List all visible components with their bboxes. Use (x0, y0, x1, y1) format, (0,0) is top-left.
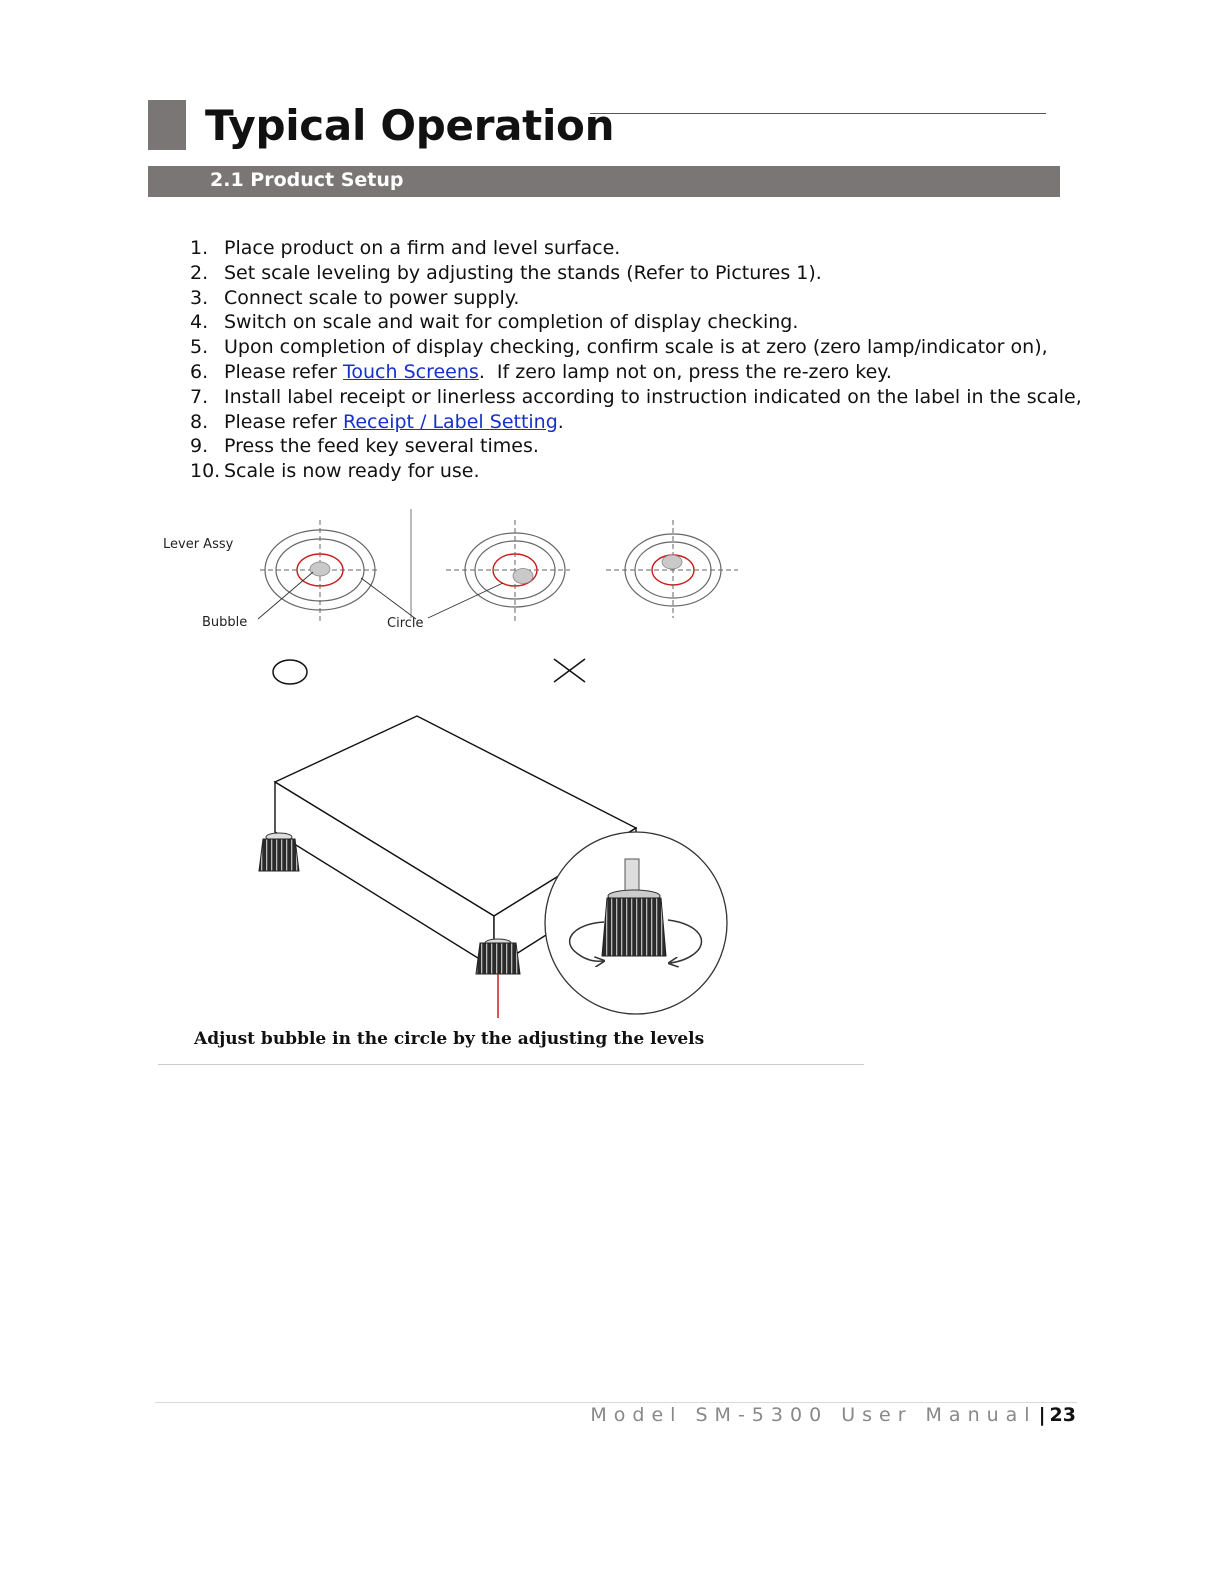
title-rule (590, 113, 1046, 114)
step-text-pre: Please refer (224, 410, 344, 433)
step-text: Switch on scale and wait for completion of display checking. (224, 311, 799, 334)
section-title: 2.1 Product Setup (210, 169, 404, 191)
step-number: 5. (190, 336, 209, 359)
page-number: 23 (1049, 1404, 1076, 1426)
setup-steps-list (190, 236, 1082, 484)
level-gauge-correct (260, 520, 380, 622)
list-item (190, 360, 1082, 385)
step-number: 6. (190, 360, 209, 383)
label-lever-assy: Lever Assy (163, 537, 234, 552)
page-title: Typical Operation (205, 101, 615, 150)
step-text-post: . If zero lamp not on, press the re-zero key. (478, 360, 892, 383)
step-text: Set scale leveling by adjusting the stands (Refer to Pictures 1). (224, 261, 822, 284)
list-item (190, 410, 1082, 435)
step-text: Connect scale to power supply. (224, 286, 520, 309)
adjustable-foot-front (476, 939, 520, 1018)
label-bubble: Bubble (202, 615, 248, 630)
incorrect-mark-icon (554, 659, 585, 682)
list-item (190, 434, 1082, 459)
step-text-post: . (557, 410, 564, 433)
step-number: 8. (190, 410, 209, 433)
step-number: 9. (190, 435, 209, 458)
step-text: Place product on a firm and level surface. (224, 237, 621, 259)
title-block-marker (148, 100, 186, 150)
list-item (190, 236, 1082, 261)
step-text-pre: Please refer (224, 360, 344, 383)
correct-mark-icon (273, 660, 307, 684)
figure-caption: Adjust bubble in the circle by the adjusting the levels (194, 1029, 705, 1049)
touch-screens-link[interactable]: Touch Screens (343, 360, 479, 383)
level-gauge-off-center (606, 520, 738, 618)
list-item (190, 335, 1082, 360)
receipt-label-setting-link[interactable]: Receipt / Label Setting (343, 410, 558, 433)
list-item (190, 261, 1082, 286)
step-text: Scale is now ready for use. (224, 460, 480, 483)
level-gauge-offset (446, 520, 570, 622)
step-number: 3. (190, 286, 209, 309)
footer-manual-title: Model SM-5300 User Manual (590, 1404, 1037, 1426)
figure-divider (158, 1064, 864, 1065)
foot-adjust-detail (545, 832, 727, 1014)
adjustable-foot-left (259, 833, 299, 871)
section-header-bar (148, 166, 1060, 197)
page-footer (590, 1402, 1076, 1428)
step-number: 2. (190, 261, 209, 284)
leveling-diagram (158, 506, 864, 1051)
step-number: 7. (190, 385, 209, 408)
list-item (190, 310, 1082, 335)
list-item (190, 385, 1082, 410)
step-number: 10. (190, 460, 221, 483)
step-number: 4. (190, 311, 209, 334)
list-item (190, 286, 1082, 311)
step-text: Upon completion of display checking, confirm scale is at zero (zero lamp/indicator on), (224, 336, 1048, 359)
step-number: 1. (190, 237, 209, 259)
footer-separator: | (1038, 1404, 1046, 1426)
label-circle: Circle (387, 616, 424, 631)
step-text: Press the feed key several times. (224, 435, 539, 458)
step-text: Install label receipt or linerless according to instruction indicated on the label in the scale, (224, 385, 1082, 408)
list-item (190, 459, 1082, 484)
